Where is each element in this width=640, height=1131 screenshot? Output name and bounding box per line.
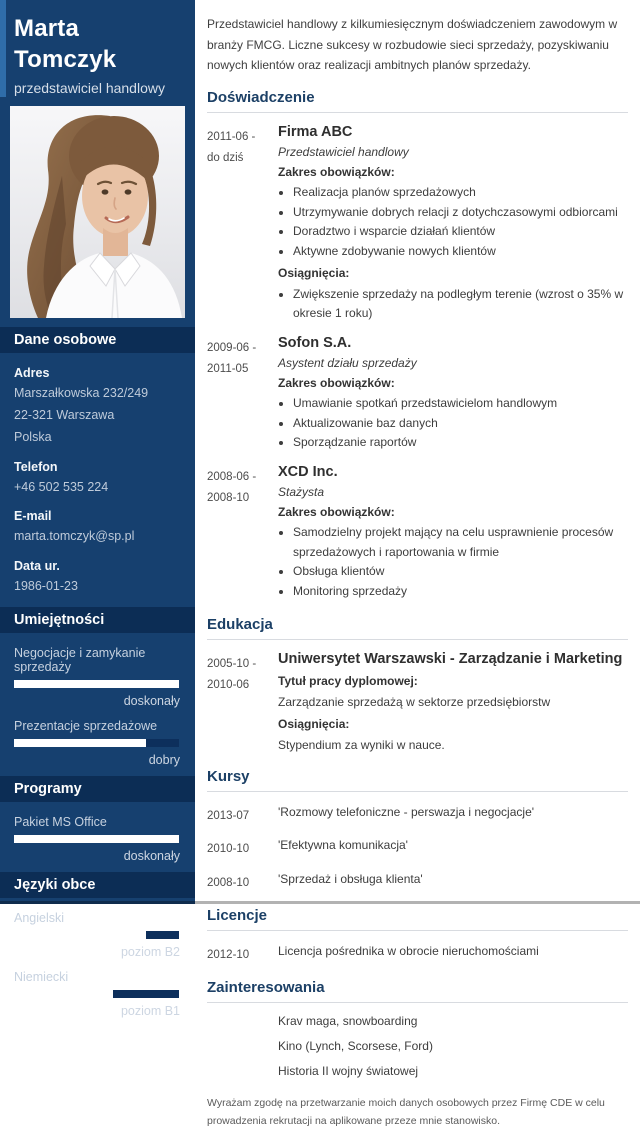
role-title: Asystent działu sprzedaży	[278, 355, 417, 370]
language-bar-fill	[14, 931, 146, 939]
education-entry	[207, 651, 628, 755]
section-header-courses: Kursy	[207, 768, 628, 792]
duty-item: • Samodzielny projekt mający na celu usprawnienie procesów sprzedażowych i raportowania w firmie	[293, 523, 626, 562]
language-bar	[14, 931, 179, 939]
field-phone-value: +46 502 535 224	[14, 479, 109, 494]
achievement-item: • Zwiększenie sprzedaży na podległym terenie (wzrost o 35% w okresie 1 roku)	[293, 285, 626, 324]
role-title: Stażysta	[278, 484, 325, 499]
language-label: Angielski	[14, 910, 65, 925]
sidebar-section-personal-header: Dane osobowe	[0, 327, 195, 353]
name-block	[0, 0, 195, 96]
date-to: 2008-10	[207, 491, 250, 504]
duty-item: • Sporządzanie raportów	[293, 433, 626, 452]
company-name: Firma ABC	[278, 123, 353, 140]
portrait-illustration	[10, 106, 185, 318]
language-item	[14, 970, 180, 1018]
program-item	[14, 815, 180, 863]
school-name: Uniwersytet Warszawski - Zarządzanie i Marketing	[278, 650, 623, 667]
duty-item: • Umawianie spotkań przedstawicielom handlowym	[293, 394, 626, 413]
company-name: XCD Inc.	[278, 463, 338, 480]
duty-item: • Aktywne zdobywanie nowych klientów	[293, 242, 626, 261]
profile-summary: Przedstawiciel handlowy z kilkumiesięcznym doświadczeniem zawodowym w branży FMCG. Liczne sukcesy w rozbudowie sieci sprzedaży, pozyskiwaniu nowych klientów oraz realizacji ambitnych planów sprzedaży.	[207, 17, 618, 73]
language-bar	[14, 990, 179, 998]
job-title: przedstawiciel handlowy	[14, 80, 165, 97]
achievements-label: Osiągnięcia:	[278, 266, 350, 281]
license-row	[207, 942, 628, 966]
language-item	[14, 911, 180, 959]
course-name: 'Rozmowy telefoniczne - perswazja i negocjacje'	[278, 805, 535, 819]
interest-item: Krav maga, snowboarding	[278, 1014, 418, 1029]
person-last-name: Tomczyk	[14, 46, 117, 74]
field-birthdate-value: 1986-01-23	[14, 578, 78, 593]
section-header-experience: Doświadczenie	[207, 89, 628, 113]
thesis-label: Tytuł pracy dyplomowej:	[278, 673, 418, 688]
program-bar-fill	[14, 835, 179, 843]
skill-bar-fill	[14, 680, 179, 688]
date-from: 2009-06 -	[207, 341, 257, 354]
duty-item: • Doradztwo i wsparcie działań klientów	[293, 222, 626, 241]
interest-item: Historia II wojny światowej	[278, 1064, 419, 1079]
language-bar-fill	[14, 990, 113, 998]
experience-entry	[207, 335, 628, 455]
entry-body	[278, 124, 628, 326]
field-address-line: Polska	[14, 429, 52, 444]
language-level: poziom B2	[120, 944, 180, 959]
date-from: 2005-10 -	[207, 657, 257, 670]
license-name: Licencja pośrednika w obrocie nieruchomościami	[278, 943, 539, 958]
personal-fields	[0, 353, 195, 597]
skills-list	[0, 633, 195, 767]
duties-list	[278, 523, 626, 601]
course-date: 2013-07	[207, 810, 250, 822]
duty-item: • Utrzymywanie dobrych relacji z dotychczasowymi odbiorcami	[293, 203, 626, 222]
thesis-title: Zarządzanie sprzedażą w sektorze przedsiębiorstw	[278, 694, 551, 709]
experience-entry	[207, 124, 628, 326]
skill-item	[14, 646, 180, 708]
program-level: doskonały	[123, 848, 180, 863]
field-birthdate	[14, 557, 180, 598]
date-from: 2011-06 -	[207, 130, 256, 143]
license-date: 2012-10	[207, 948, 250, 961]
field-address	[14, 364, 180, 448]
section-header-licenses: Licencje	[207, 907, 628, 931]
field-email-value: marta.tomczyk@sp.pl	[14, 529, 135, 544]
language-label: Niemiecki	[14, 969, 69, 984]
programs-list	[0, 802, 195, 863]
field-address-label: Adres	[14, 366, 50, 381]
achievements-list	[278, 285, 626, 324]
entry-body	[278, 464, 628, 603]
languages-list	[0, 898, 195, 1018]
main-column	[195, 0, 640, 1128]
role-title: Przedstawiciel handlowy	[278, 144, 409, 159]
skill-bar	[14, 739, 179, 747]
profile-photo	[10, 106, 185, 318]
duties-label: Zakres obowiązków:	[278, 504, 395, 519]
sidebar-section-skills-header: Umiejętności	[0, 607, 195, 633]
duties-list	[278, 394, 626, 452]
company-name: Sofon S.A.	[278, 334, 352, 351]
section-header-interests: Zainteresowania	[207, 979, 628, 1003]
entry-body	[278, 335, 628, 455]
field-address-line: Marszałkowska 232/249	[14, 386, 149, 401]
field-phone-label: Telefon	[14, 459, 58, 474]
course-row	[207, 803, 628, 827]
entry-dates	[207, 124, 278, 326]
skill-label: Negocjacje i zamykanie sprzedaży	[14, 645, 146, 674]
duty-item: • Monitoring sprzedaży	[293, 582, 626, 601]
duty-item: • Aktualizowanie baz danych	[293, 414, 626, 433]
duty-item: • Realizacja planów sprzedażowych	[293, 183, 626, 202]
field-address-line: 22-321 Warszawa	[14, 408, 115, 422]
sidebar-section-languages-header: Języki obce	[0, 872, 195, 898]
program-label: Pakiet MS Office	[14, 814, 107, 829]
course-date: 2010-10	[207, 843, 250, 856]
experience-entry	[207, 464, 628, 603]
date-to: do dziś	[207, 152, 244, 165]
program-bar	[14, 835, 179, 843]
sidebar-section-programs-header: Programy	[0, 776, 195, 802]
language-level: poziom B1	[120, 1003, 180, 1018]
duties-label: Zakres obowiązków:	[278, 375, 395, 390]
accent-stripe	[0, 0, 6, 97]
entry-dates	[207, 651, 278, 755]
person-name	[14, 13, 185, 75]
course-name: 'Sprzedaż i obsługa klienta'	[278, 871, 423, 886]
gdpr-consent-note: Wyrażam zgodę na przetwarzanie moich danych osobowych przez Firmę CDE w celu prowadzenia rekrutacji na aplikowane przeze mnie stanowisko.	[207, 1097, 605, 1128]
course-row	[207, 836, 628, 860]
achievement-text: Stypendium za wyniki w nauce.	[278, 737, 445, 752]
skill-bar	[14, 680, 179, 688]
skill-bar-fill	[14, 739, 146, 747]
entry-body	[278, 651, 628, 755]
field-email-label: E-mail	[14, 509, 52, 524]
duties-list	[278, 183, 626, 261]
skill-level: dobry	[148, 752, 180, 767]
achievements-label: Osiągnięcia:	[278, 716, 350, 731]
section-header-education: Edukacja	[207, 616, 628, 640]
course-name: 'Efektywna komunikacja'	[278, 838, 408, 853]
duty-item: • Obsługa klientów	[293, 562, 626, 581]
course-row	[207, 870, 628, 894]
duties-label: Zakres obowiązków:	[278, 164, 395, 179]
person-first-name: Marta	[14, 15, 80, 42]
skill-level: doskonały	[123, 693, 180, 708]
field-phone	[14, 458, 180, 499]
interest-item: Kino (Lynch, Scorsese, Ford)	[278, 1039, 433, 1054]
entry-dates	[207, 464, 278, 603]
date-to: 2011-05	[207, 362, 249, 375]
sidebar	[0, 0, 195, 1018]
date-from: 2008-06 -	[207, 470, 257, 483]
field-email	[14, 507, 180, 548]
entry-dates	[207, 335, 278, 455]
course-date: 2008-10	[207, 876, 250, 889]
skill-label: Prezentacje sprzedażowe	[14, 718, 158, 733]
skill-item	[14, 719, 180, 767]
field-birthdate-label: Data ur.	[14, 559, 60, 573]
date-to: 2010-06	[207, 679, 250, 692]
